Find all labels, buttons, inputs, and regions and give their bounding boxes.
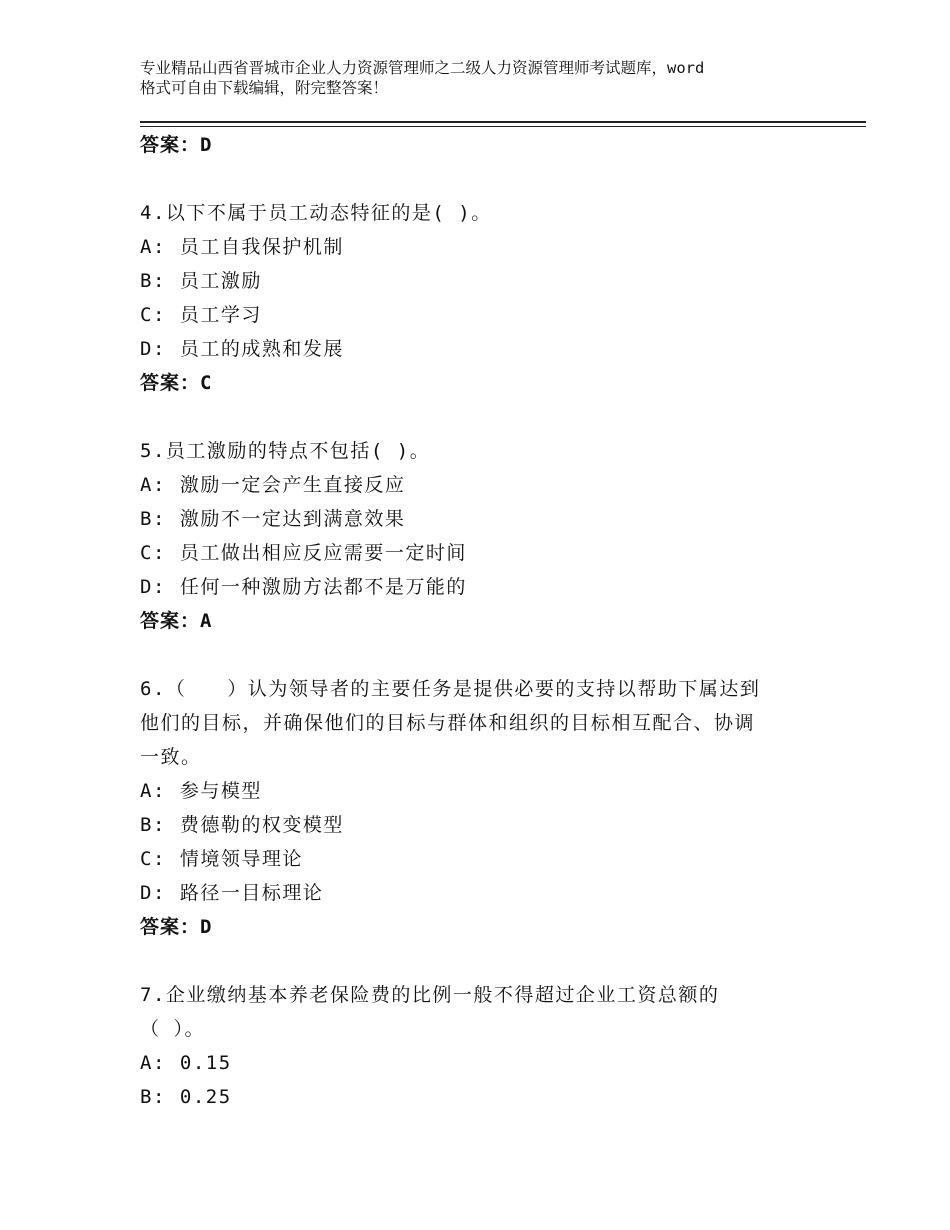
option-letter: B:	[140, 1086, 166, 1108]
option-a	[140, 230, 840, 264]
question-text-line: 一致。	[140, 746, 202, 768]
answer-line	[140, 604, 840, 638]
option-text: 员工的成熟和发展	[179, 338, 344, 360]
answer-label: 答案：	[140, 916, 201, 938]
option-letter: A:	[140, 780, 166, 802]
answer-value: C	[200, 372, 212, 394]
option-text: 激励一定会产生直接反应	[179, 474, 406, 496]
header-line-1: 专业精品山西省晋城市企业人力资源管理师之二级人力资源管理师考试题库，word	[140, 59, 705, 77]
question-7	[140, 978, 840, 1114]
question-text-line: 他们的目标，并确保他们的目标与群体和组织的目标相互配合、协调	[140, 712, 756, 734]
question-text-line: 7.企业缴纳基本养老保险费的比例一般不得超过企业工资总额的	[140, 984, 720, 1006]
document-header	[140, 58, 830, 98]
option-letter: A:	[140, 236, 166, 258]
option-text: 员工激励	[179, 270, 262, 292]
option-text: 员工学习	[179, 304, 262, 326]
answer-value: A	[200, 610, 212, 632]
option-b	[140, 502, 840, 536]
option-a	[140, 468, 840, 502]
option-letter: A:	[140, 1052, 166, 1074]
option-b	[140, 1080, 840, 1114]
option-d	[140, 332, 840, 366]
question-text: 5.员工激励的特点不包括( )。	[140, 440, 431, 462]
option-letter: B:	[140, 814, 166, 836]
option-letter: C:	[140, 304, 166, 326]
option-letter: C:	[140, 848, 166, 870]
question-list	[140, 128, 840, 1114]
question-text-line: 6.（ ）认为领导者的主要任务是提供必要的支持以帮助下属达到	[140, 678, 761, 700]
option-text: 路径一目标理论	[179, 882, 324, 904]
option-c	[140, 536, 840, 570]
header-line-2: 格式可自由下载编辑，附完整答案！	[140, 79, 389, 97]
option-c	[140, 298, 840, 332]
option-letter: B:	[140, 508, 166, 530]
option-text: 任何一种激励方法都不是万能的	[179, 576, 467, 598]
option-letter: D:	[140, 882, 166, 904]
option-text: 0.25	[179, 1086, 232, 1108]
header-divider-thin	[140, 126, 866, 127]
option-a	[140, 1046, 840, 1080]
question-4	[140, 196, 840, 400]
option-letter: A:	[140, 474, 166, 496]
option-letter: D:	[140, 338, 166, 360]
question-text-line: （ ）。	[140, 1018, 205, 1040]
answer-line	[140, 128, 840, 162]
option-text: 0.15	[179, 1052, 232, 1074]
option-b	[140, 808, 840, 842]
option-text: 员工自我保护机制	[179, 236, 344, 258]
answer-value: D	[200, 916, 212, 938]
option-b	[140, 264, 840, 298]
question-6	[140, 672, 840, 944]
answer-line	[140, 910, 840, 944]
question-5	[140, 434, 840, 638]
answer-value: D	[200, 134, 212, 156]
option-text: 费德勒的权变模型	[179, 814, 344, 836]
answer-label: 答案：	[140, 134, 201, 156]
option-d	[140, 570, 840, 604]
header-divider-thick	[140, 121, 866, 123]
option-letter: B:	[140, 270, 166, 292]
option-text: 员工做出相应反应需要一定时间	[179, 542, 467, 564]
option-text: 激励不一定达到满意效果	[179, 508, 406, 530]
option-a	[140, 774, 840, 808]
option-text: 情境领导理论	[179, 848, 303, 870]
option-text: 参与模型	[179, 780, 262, 802]
answer-label: 答案：	[140, 610, 201, 632]
option-c	[140, 842, 840, 876]
question-text: 4.以下不属于员工动态特征的是( )。	[140, 202, 492, 224]
option-letter: C:	[140, 542, 166, 564]
answer-label: 答案：	[140, 372, 201, 394]
option-d	[140, 876, 840, 910]
answer-line	[140, 366, 840, 400]
option-letter: D:	[140, 576, 166, 598]
